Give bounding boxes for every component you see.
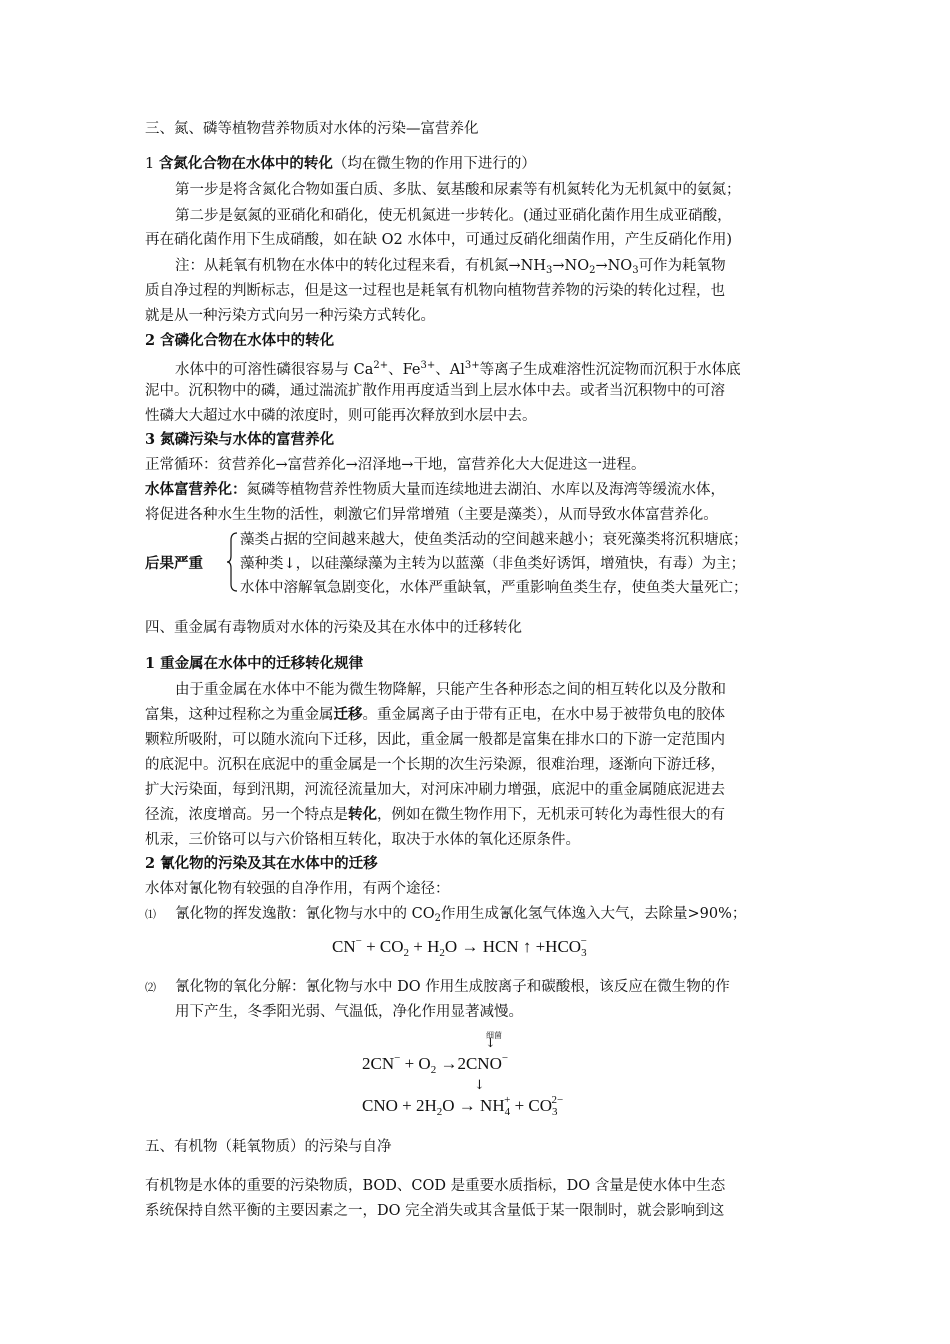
consequence-item: 藻种类↓，以硅藻绿藻为主转为以蓝藻（非鱼类好诱饵，增殖快，有毒）为主；	[240, 556, 746, 572]
heavy-metal-line4: 的底泥中。沉积在底泥中的重金属是一个长期的次生污染源，很难治理，逐渐向下游迁移，	[145, 757, 725, 773]
heavy-metal-line5: 扩大污染面，每到汛期，河流径流量加大，对河床冲刷力增强，底泥中的重金属随底泥进去	[145, 782, 725, 798]
down-arrow-icon: ↓	[474, 1078, 485, 1093]
section5-title: 五、有机物（耗氧物质）的污染与自净	[145, 1139, 392, 1155]
consequence-item: 水体中溶解氧急剧变化，水体严重缺氧，严重影响鱼类生存，使鱼类大量死亡；	[240, 580, 748, 596]
cyanide-intro: 水体对氰化物有较强的自净作用，有两个途径：	[145, 881, 450, 897]
heavy-metal-line3: 颗粒所吸附，可以随水流向下迁移，因此，重金属一般都是富集在排水口的下游一定范围内	[145, 732, 725, 748]
note-line3: 就是从一种污染方式向另一种污染方式转化。	[145, 308, 435, 324]
section3-heading1: 1 含氮化合物在水体中的转化（均在微生物的作用下进行的）	[145, 155, 536, 172]
phosphorus-line3: 性磷大大超过水中磷的浓度时，则可能再次释放到水层中去。	[145, 408, 537, 424]
section4-heading2: 2 氰化物的污染及其在水体中的迁移	[145, 855, 378, 872]
left-brace-icon	[226, 532, 238, 592]
heavy-metal-line6: 径流，浓度增高。另一个特点是转化，例如在微生物作用下，无机汞可转化为毒性很大的有	[145, 806, 725, 823]
eutrophication-line2: 将促进各种水生生物的活性，刺激它们异常增殖（主要是藻类），从而导致水体富营养化。	[145, 507, 718, 523]
equation-oxidation: $2CN^- + O_2 \to 2CNO^-$	[362, 1052, 509, 1076]
phosphorus-line1: 水体中的可溶性磷很容易与 $Ca^{2+}$、$Fe^{3+}$、$Al^{3+}$等离子生成难溶性沉淀物而沉积于水体底	[175, 360, 741, 378]
section4-title: 四、重金属有毒物质对水体的污染及其在水体中的迁移转化	[145, 620, 522, 636]
normal-cycle-line: 正常循环：贫营养化→富营养化→沼泽地→干地，富营养化大大促进这一进程。	[145, 457, 646, 473]
section3-heading3: 3 氮磷污染与水体的富营养化	[145, 431, 335, 448]
section3-title: 三、氮、磷等植物营养物质对水体的污染—富营养化	[145, 121, 479, 137]
organic-line1: 有机物是水体的重要的污染物质，BOD、COD 是重要水质指标，DO 含量是使水体中生态	[145, 1178, 726, 1194]
down-arrow-icon: ↓	[485, 1036, 496, 1051]
paragraph-step2-line2: 再在硝化菌作用下生成硝酸，如在缺 O2 水体中，可通过反硝化细菌作用，产生反硝化作用)	[145, 232, 732, 248]
organic-line2: 系统保持自然平衡的主要因素之一，DO 完全消失或其含量低于某一限制时，就会影响到这	[145, 1203, 725, 1219]
equation-hydrolysis: CNO + $2H_2O \to NH_4^+ + CO_3^{2-}$	[362, 1094, 564, 1118]
note-line2: 质自净过程的判断标志，但是这一过程也是耗氧有机物向植物营养物的污染的转化过程，也	[145, 283, 725, 299]
section3-heading2: 2 含磷化合物在水体中的转化	[145, 332, 335, 349]
heavy-metal-line2: 富集，这种过程称之为重金属迁移。重金属离子由于带有正电，在水中易于被带负电的胶体	[145, 706, 725, 723]
consequence-item: 藻类占据的空间越来越大，使鱼类活动的空间越来越小；衰死藻类将沉积塘底；	[240, 532, 748, 548]
section4-heading1: 1 重金属在水体中的迁移转化规律	[145, 655, 364, 672]
cyanide-item2: ⑵ 氰化物的氧化分解：氰化物与水中 DO 作用生成胺离子和碳酸根，该反应在微生物的作	[145, 979, 730, 995]
cyanide-item2-line2: 用下产生，冬季阳光弱、气温低，净化作用显著减慢。	[175, 1004, 523, 1020]
consequence-label: 后果严重	[145, 555, 203, 572]
equation-volatilization: $CN^- + CO_2 + H_2O$ → HCN ↑ $+HCO_3^-$	[332, 935, 587, 959]
nitrogen-chain-formula: $\to NH_3\to NO_2\to NO_3$	[508, 258, 639, 276]
catalyst-label: 细菌	[486, 1031, 502, 1040]
phosphorus-line2: 泥中。沉积物中的磷，通过湍流扩散作用再度适当到上层水体中去。或者当沉积物中的可溶	[145, 383, 725, 399]
cyanide-item1: ⑴ 氰化物的挥发逸散：氰化物与水中的 $CO_2$作用生成氰化氢气体逸入大气，去除量>90%；	[145, 906, 747, 924]
heavy-metal-line1: 由于重金属在水体中不能为微生物降解，只能产生各种形态之间的相互转化以及分散和	[175, 682, 726, 698]
paragraph-step1: 第一步是将含氮化合物如蛋白质、多肽、氨基酸和尿素等有机氮转化为无机氮中的氨氮；	[175, 182, 741, 198]
note-line1: 注：从耗氧有机物在水体中的转化过程来看，有机氮$\to NH_3\to NO_2\to NO_3$可作为耗氧物	[175, 258, 726, 276]
heavy-metal-line7: 机汞，三价铬可以与六价铬相互转化，取决于水体的氧化还原条件。	[145, 832, 580, 848]
paragraph-step2-line1: 第二步是氨氮的亚硝化和硝化，使无机氮进一步转化。(通过亚硝化菌作用生成亚硝酸，	[175, 208, 732, 224]
eutrophication-line1: 水体富营养化：氮磷等植物营养性物质大量而连续地进去湖泊、水库以及海湾等缓流水体，	[145, 481, 725, 498]
